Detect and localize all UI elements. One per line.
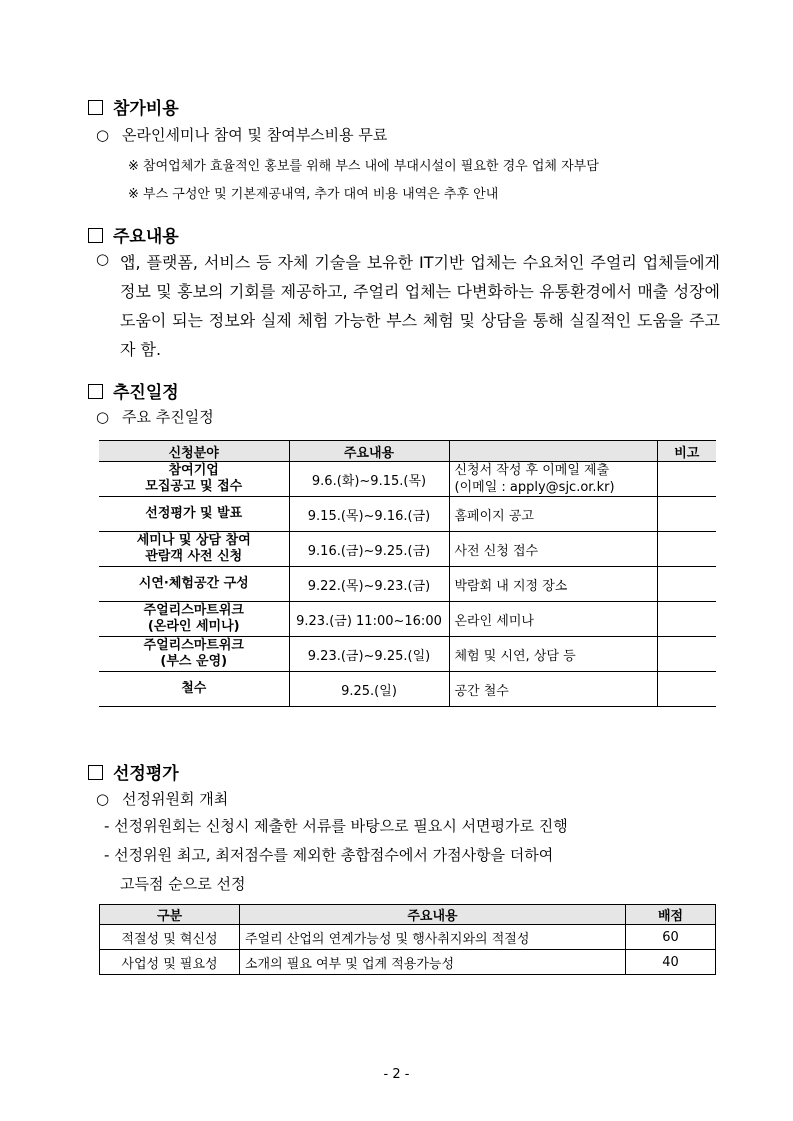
header-cell: 구분 [100, 905, 240, 925]
table-row [99, 567, 716, 602]
date-cell: 9.23.(금)~9.25.(일) [289, 637, 449, 672]
note-cell [657, 567, 716, 602]
date-cell: 9.25.(일) [289, 672, 449, 707]
field-cell: 시연·체험공간 구성 [99, 567, 289, 602]
note-cell [657, 637, 716, 672]
dash-item-2: - 선정위원 최고, 최저점수를 제외한 총합점수에서 가점사항을 더하여 [104, 846, 554, 864]
desc-cell: 신청서 작성 후 이메일 제출 (이메일 : apply@sjc.or.kr) [449, 462, 657, 497]
circle-bullet-icon: ○ [96, 126, 110, 144]
header-cell: 신청분야 [99, 441, 289, 462]
square-bullet-icon [88, 384, 103, 399]
header-cell [449, 441, 657, 462]
header-cell: 주요내용 [289, 441, 449, 462]
content-paragraph: 앱, 플랫폼, 서비스 등 자체 기술을 보유한 IT기반 업체는 수요처인 주얼리 업체들에게 정보 및 홍보의 기회를 제공하고, 주얼리 업체는 다변화하는 유통환경에서 매출 성장에 도움이 되는 정보와 실제 체험 가능한 부스 체험 및 상담을 통해 실질적인 도움을 주고자 함. [120, 253, 720, 359]
header-cell: 배점 [626, 905, 716, 925]
table-row [99, 497, 716, 532]
dash-item-2-cont: 고득점 순으로 선정 [120, 875, 246, 893]
note-cell [657, 497, 716, 532]
field-cell: 주얼리스마트위크 (온라인 세미나) [99, 602, 289, 637]
square-bullet-icon [88, 765, 103, 780]
note-cell [657, 532, 716, 567]
desc-cell: 박람회 내 지정 장소 [449, 567, 657, 602]
section-heading-content: 주요내용 [88, 222, 179, 247]
note-cost-2: ※ 부스 구성안 및 기본제공내역, 추가 대여 비용 내역은 추후 안내 [128, 187, 499, 202]
field-cell: 철수 [99, 672, 289, 707]
header-cell: 비고 [657, 441, 716, 462]
table-header-row [99, 441, 716, 462]
desc-cell: 소개의 필요 여부 및 업계 적용가능성 [240, 950, 626, 975]
section-heading-schedule: 추진일정 [88, 378, 179, 403]
table-row [99, 532, 716, 567]
note-cell [657, 462, 716, 497]
score-cell: 40 [626, 950, 716, 975]
table-row [100, 925, 716, 950]
category-cell: 적절성 및 혁신성 [100, 925, 240, 950]
date-cell: 9.16.(금)~9.25.(금) [289, 532, 449, 567]
desc-cell: 사전 신청 접수 [449, 532, 657, 567]
category-cell: 사업성 및 필요성 [100, 950, 240, 975]
dash-item-1: - 선정위원회는 신청시 제출한 서류를 바탕으로 필요시 서면평가로 진행 [104, 817, 568, 835]
circle-bullet-icon: ○ [96, 790, 110, 808]
note-cost-1: ※ 참여업체가 효율적인 홍보를 위해 부스 내에 부대시설이 필요한 경우 업체 자부담 [128, 159, 599, 174]
table-row [100, 950, 716, 975]
section-heading-cost: 참가비용 [88, 94, 179, 119]
desc-cell: 주얼리 산업의 연계가능성 및 행사취지와의 적절성 [240, 925, 626, 950]
score-cell: 60 [626, 925, 716, 950]
note-cell [657, 672, 716, 707]
schedule-table [99, 440, 716, 707]
desc-cell: 체험 및 시연, 상담 등 [449, 637, 657, 672]
field-cell: 참여기업 모집공고 및 접수 [99, 462, 289, 497]
evaluation-table [99, 904, 716, 975]
bullet-schedule: ○ 주요 추진일정 [96, 408, 214, 426]
field-cell: 선정평가 및 발표 [99, 497, 289, 532]
table-row [99, 462, 716, 497]
section-heading-evaluation: 선정평가 [88, 759, 179, 784]
table-header-row [100, 905, 716, 925]
note-cell [657, 602, 716, 637]
date-cell: 9.22.(목)~9.23.(금) [289, 567, 449, 602]
square-bullet-icon [88, 228, 103, 243]
header-cell: 주요내용 [240, 905, 626, 925]
bullet-evaluation: ○ 선정위원회 개최 [96, 790, 229, 808]
table-row [99, 637, 716, 672]
desc-cell: 공간 철수 [449, 672, 657, 707]
desc-cell: 온라인 세미나 [449, 602, 657, 637]
circle-bullet-icon: ○ [96, 250, 110, 268]
table-row [99, 602, 716, 637]
date-cell: 9.15.(목)~9.16.(금) [289, 497, 449, 532]
table-row [99, 672, 716, 707]
field-cell: 세미나 및 상담 참여 관람객 사전 신청 [99, 532, 289, 567]
date-cell: 9.23.(금) 11:00~16:00 [289, 602, 449, 637]
bullet-cost: ○ 온라인세미나 참여 및 참여부스비용 무료 [96, 126, 388, 144]
page-number: - 2 - [383, 1067, 410, 1082]
circle-bullet-icon: ○ [96, 408, 110, 426]
field-cell: 주얼리스마트위크 (부스 운영) [99, 637, 289, 672]
date-cell: 9.6.(화)~9.15.(목) [289, 462, 449, 497]
desc-cell: 홈페이지 공고 [449, 497, 657, 532]
square-bullet-icon [88, 100, 103, 115]
